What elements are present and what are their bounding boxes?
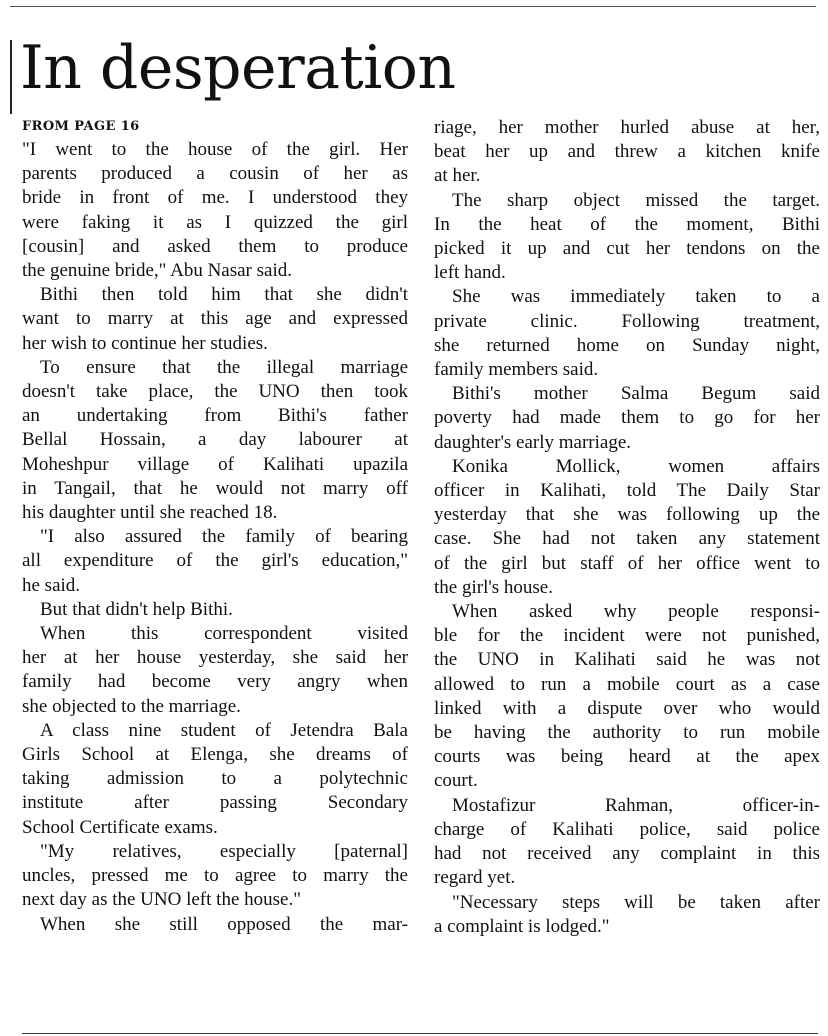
text-line: "I also assured the family of bearing xyxy=(40,526,408,548)
text-line: next day as the UNO left the house." xyxy=(22,889,301,911)
text-line: in Tangail, that he would not marry off xyxy=(22,477,408,499)
text-line: a complaint is lodged." xyxy=(434,915,610,937)
text-line: When she still opposed the mar- xyxy=(40,913,408,935)
text-line: doesn't take place, the UNO then took xyxy=(22,381,408,403)
text-line: A class nine student of Jetendra Bala xyxy=(40,719,408,741)
text-line: parents produced a cousin of her as xyxy=(22,163,408,185)
text-line: left hand. xyxy=(434,262,506,284)
text-line: bride in front of me. I understood they xyxy=(22,187,408,209)
text-line: When asked why people responsi- xyxy=(452,601,820,623)
column-right xyxy=(434,116,820,939)
text-line: allowed to run a mobile court as a case xyxy=(434,673,820,695)
text-line: court. xyxy=(434,770,478,792)
text-line: Bellal Hossain, a day labourer at xyxy=(22,429,408,451)
text-line: Bithi then told him that she didn't xyxy=(40,284,408,306)
text-line: want to marry at this age and expressed xyxy=(22,308,408,330)
kicker: FROM PAGE 16 xyxy=(22,119,140,134)
text-line: all expenditure of the girl's education," xyxy=(22,550,408,572)
text-line: officer in Kalihati, told The Daily Star xyxy=(434,480,820,502)
text-line: But that didn't help Bithi. xyxy=(40,598,233,620)
text-line: Bithi's mother Salma Begum said xyxy=(452,383,820,405)
column-left xyxy=(22,116,408,937)
left-rule xyxy=(10,40,12,114)
text-line: In the heat of the moment, Bithi xyxy=(434,213,820,235)
text-line: School Certificate exams. xyxy=(22,816,218,838)
text-line: Mostafizur Rahman, officer-in- xyxy=(452,794,820,816)
bottom-rule xyxy=(22,1033,818,1034)
text-line: poverty had made them to go for her xyxy=(434,407,820,429)
text-line: "My relatives, especially [paternal] xyxy=(40,840,408,862)
text-line: the genuine bride," Abu Nasar said. xyxy=(22,260,292,282)
text-line: yesterday that she was following up the xyxy=(434,504,820,526)
text-line: she objected to the marriage. xyxy=(22,695,241,717)
text-line: the girl's house. xyxy=(434,576,553,598)
text-line: family members said. xyxy=(434,359,599,381)
text-line: taking admission to a polytechnic xyxy=(22,768,408,790)
text-line: her wish to continue her studies. xyxy=(22,332,268,354)
text-line: family had become very angry when xyxy=(22,671,408,693)
left-column-text xyxy=(22,138,408,937)
text-line: were faking it as I quizzed the girl xyxy=(22,211,408,233)
text-line: uncles, pressed me to agree to marry the xyxy=(22,865,408,887)
text-line: [cousin] and asked them to produce xyxy=(22,235,408,257)
text-line: Moheshpur village of Kalihati upazila xyxy=(22,453,408,475)
text-line: at her. xyxy=(434,165,481,187)
text-line: had not received any complaint in this xyxy=(434,843,820,865)
text-line: daughter's early marriage. xyxy=(434,431,632,453)
text-line: She was immediately taken to a xyxy=(452,286,820,308)
text-line: charge of Kalihati police, said police xyxy=(434,818,820,840)
text-line: riage, her mother hurled abuse at her, xyxy=(434,117,820,138)
text-line: she returned home on Sunday night, xyxy=(434,334,820,356)
text-line: Konika Mollick, women affairs xyxy=(452,455,820,477)
text-line: he said. xyxy=(22,574,81,596)
text-line: private clinic. Following treatment, xyxy=(434,310,820,332)
text-line: linked with a dispute over who would xyxy=(434,697,820,719)
headline: In desperation xyxy=(20,33,456,103)
text-line: regard yet. xyxy=(434,867,516,889)
text-line: his daughter until she reached 18. xyxy=(22,502,278,524)
text-line: the UNO in Kalihati said he was not xyxy=(434,649,820,671)
text-line: case. She had not taken any statement xyxy=(434,528,820,550)
text-line: courts was being heard at the apex xyxy=(434,746,820,768)
text-line: The sharp object missed the target. xyxy=(452,189,820,211)
text-line: her at her house yesterday, she said her xyxy=(22,647,408,669)
text-line: "I went to the house of the girl. Her xyxy=(22,139,408,160)
text-line: beat her up and threw a kitchen knife xyxy=(434,141,820,163)
text-line: When this correspondent visited xyxy=(40,623,408,645)
text-line: of the girl but staff of her office went to xyxy=(434,552,820,574)
top-rule xyxy=(10,6,816,7)
right-column-text xyxy=(434,116,820,939)
text-line: "Necessary steps will be taken after xyxy=(452,891,820,913)
text-line: ble for the incident were not punished, xyxy=(434,625,820,647)
text-line: institute after passing Secondary xyxy=(22,792,408,814)
text-line: Girls School at Elenga, she dreams of xyxy=(22,744,408,766)
text-line: be having the authority to run mobile xyxy=(434,722,820,744)
text-line: an undertaking from Bithi's father xyxy=(22,405,408,427)
text-line: picked it up and cut her tendons on the xyxy=(434,238,820,260)
text-line: To ensure that the illegal marriage xyxy=(40,356,408,378)
